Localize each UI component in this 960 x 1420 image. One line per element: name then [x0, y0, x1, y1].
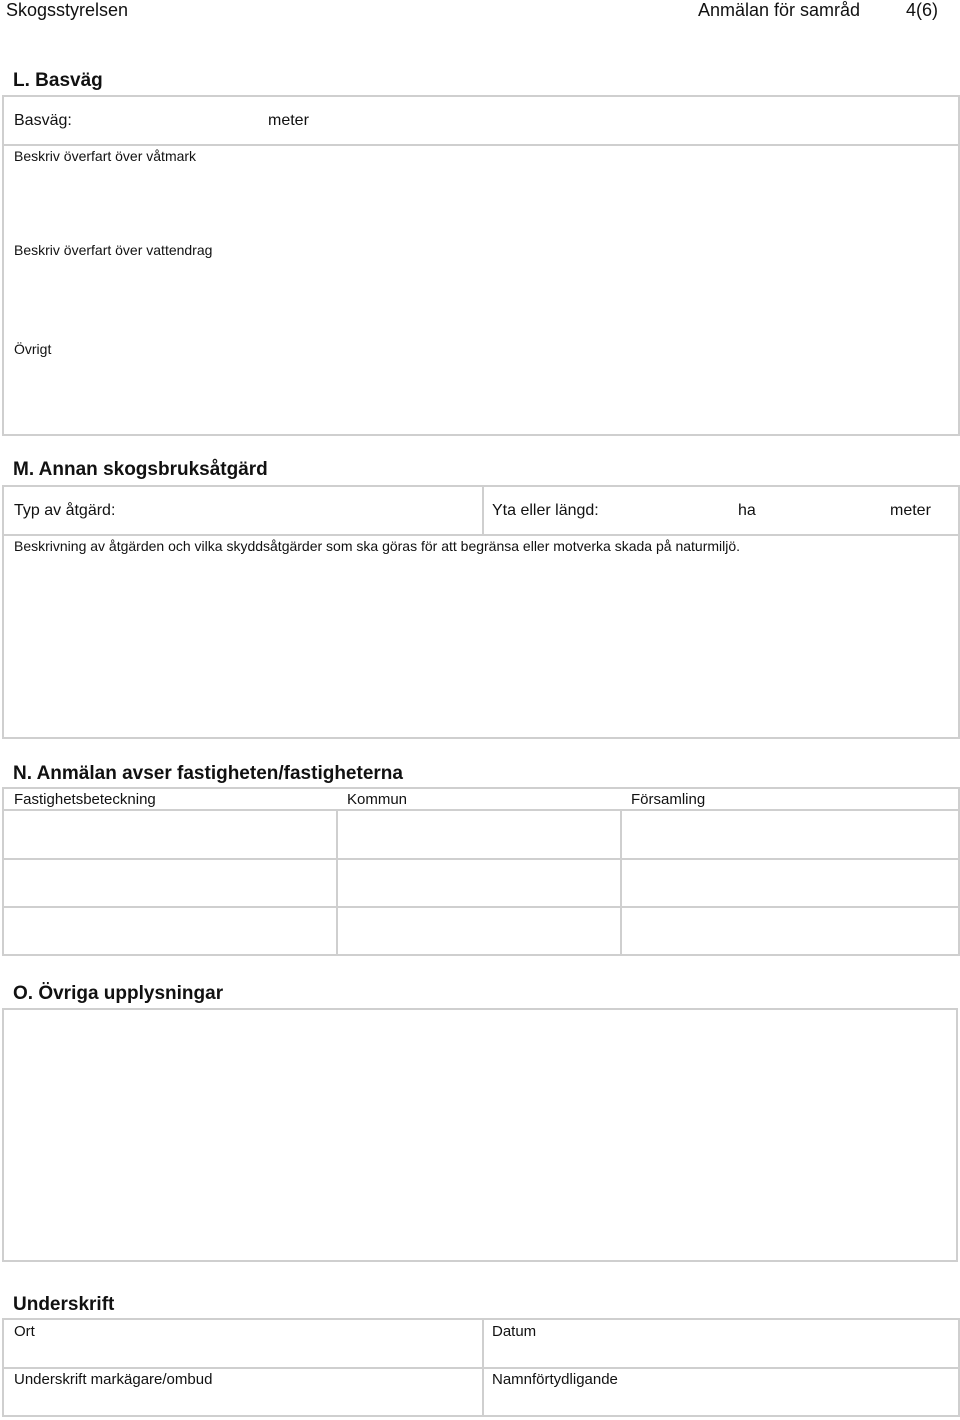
signature-title: Underskrift — [13, 1294, 115, 1315]
column-header-municipality: Kommun — [347, 791, 408, 808]
section-l-title: L. Basväg — [13, 70, 103, 91]
measure-description-field[interactable] — [12, 559, 952, 729]
divider — [482, 487, 484, 534]
table-divider — [4, 858, 958, 860]
organization-name: Skogsstyrelsen — [6, 0, 129, 20]
parish-field[interactable] — [624, 910, 956, 952]
name-clarification-field[interactable] — [486, 1390, 956, 1414]
table-divider — [4, 1367, 958, 1369]
measure-description-label: Beskrivning av åtgärden och vilka skyddsåtgärder som ska göras för att begränsa eller motverka skada på naturmiljö. — [14, 538, 741, 554]
basvag-label: Basväg: — [14, 112, 72, 129]
section-m-box — [2, 485, 960, 739]
wetland-crossing-field[interactable] — [12, 167, 952, 235]
other-field[interactable] — [12, 361, 952, 429]
length-meter-field[interactable] — [770, 495, 886, 527]
measure-type-field[interactable] — [129, 495, 474, 527]
property-id-field[interactable] — [6, 813, 332, 856]
document-title: Anmälan för samråd — [698, 0, 861, 20]
section-o-title: O. Övriga upplysningar — [13, 983, 224, 1004]
table-divider — [482, 1320, 484, 1417]
property-table — [2, 787, 960, 956]
table-divider — [620, 809, 622, 956]
table-divider — [336, 809, 338, 956]
watercourse-crossing-field[interactable] — [12, 261, 952, 333]
municipality-field[interactable] — [340, 862, 618, 904]
municipality-field[interactable] — [340, 910, 618, 952]
area-length-label: Yta eller längd: — [492, 502, 599, 519]
table-divider — [4, 906, 958, 908]
page-number: 4(6) — [906, 0, 939, 20]
section-l-box — [2, 95, 960, 436]
section-n-title: N. Anmälan avser fastigheten/fastigheterna — [13, 763, 403, 784]
unit-ha: ha — [738, 502, 756, 519]
table-divider — [4, 809, 958, 811]
section-m-title: M. Annan skogsbruksåtgärd — [13, 459, 268, 480]
divider — [4, 534, 958, 536]
basvag-length-field[interactable] — [94, 105, 259, 137]
name-clarification-label: Namnförtydligande — [492, 1371, 618, 1388]
place-label: Ort — [14, 1323, 35, 1340]
parish-field[interactable] — [624, 862, 956, 904]
column-header-property: Fastighetsbeteckning — [14, 791, 156, 808]
unit-meter: meter — [890, 502, 931, 519]
signer-label: Underskrift markägare/ombud — [14, 1371, 213, 1388]
date-label: Datum — [492, 1323, 537, 1340]
other-label: Övrigt — [14, 341, 52, 357]
basvag-unit-meter: meter — [268, 112, 309, 129]
area-ha-field[interactable] — [616, 495, 731, 527]
signature-table — [2, 1318, 960, 1417]
measure-type-label: Typ av åtgärd: — [14, 502, 116, 519]
date-field[interactable] — [486, 1342, 956, 1365]
watercourse-crossing-label: Beskriv överfart över vattendrag — [14, 242, 213, 258]
municipality-field[interactable] — [340, 813, 618, 856]
additional-info-field[interactable] — [2, 1008, 958, 1262]
signature-field[interactable] — [8, 1390, 478, 1414]
place-field[interactable] — [8, 1342, 478, 1365]
column-header-parish: Församling — [631, 791, 706, 808]
parish-field[interactable] — [624, 813, 956, 856]
property-id-field[interactable] — [6, 910, 332, 952]
wetland-crossing-label: Beskriv överfart över våtmark — [14, 148, 197, 164]
divider — [4, 144, 958, 146]
property-id-field[interactable] — [6, 862, 332, 904]
